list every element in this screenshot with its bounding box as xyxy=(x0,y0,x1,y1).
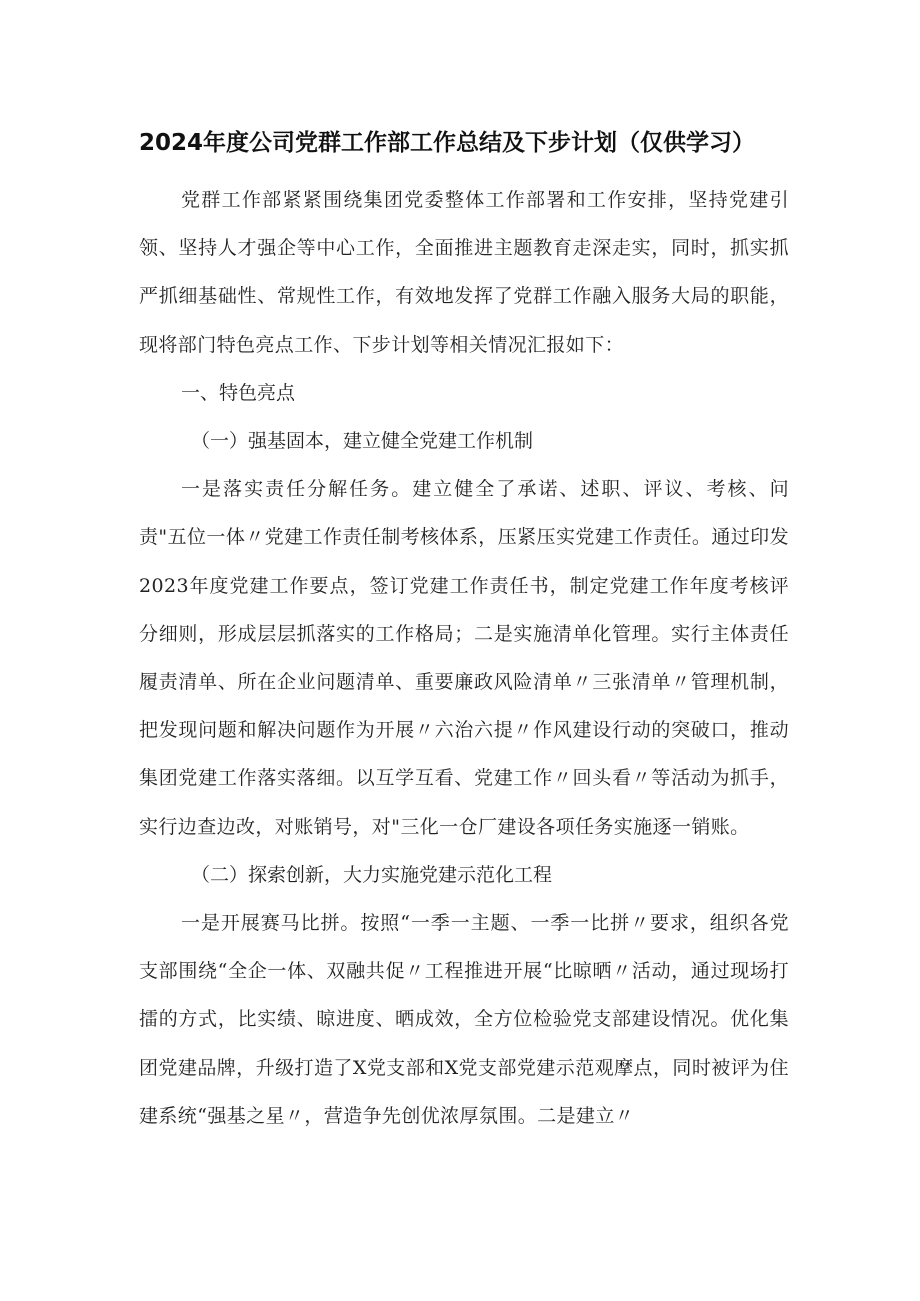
subsection-heading-2: （二）探索创新，大力实施党建示范化工程 xyxy=(191,863,553,886)
intro-paragraph: 党群工作部紧紧围绕集团党委整体工作部署和工作安排，坚持党建引领、坚持人才强企等中心工作，全面推进主题教育走深走实，同时，抓实抓严抓细基础性、常规性工作，有效地发挥了党群工作融入服务大局的职能，现将部门特色亮点工作、下步计划等相关情况汇报如下： xyxy=(139,189,789,356)
body-paragraph-2: 一是开展赛马比拼。按照“一季一主题、一季一比拼〃要求，组织各党支部围绕“全企一体、双融共促〃工程推进开展“比晾晒〃活动，通过现场打擂的方式，比实绩、晾进度、晒成效，全方位检验党支部建设情况。优化集团党建品牌，升级打造了X党支部和X党支部党建示范观摩点，同时被评为住建系统“强基之星〃，营造争先创优浓厚氛围。二是建立〃 xyxy=(139,912,789,1127)
document-body xyxy=(139,176,789,1140)
subsection-heading-1: （一）强基固本，建立健全党建工作机制 xyxy=(191,430,534,453)
body-paragraph-1: 一是落实责任分解任务。建立健全了承诺、述职、评议、考核、问责"五位一体〃党建工作责任制考核体系，压紧压实党建工作责任。通过印发2023年度党建工作要点，签订党建工作责任书，制定党建工作年度考核评分细则，形成层层抓落实的工作格局；二是实施清单化管理。实行主体责任履责清单、所在企业问题清单、重要廉政风险清单〃三张清单〃管理机制，把发现问题和解决问题作为开展〃六治六提〃作风建设行动的突破口，推动集团党建工作落实落细。以互学互看、党建工作〃回头看〃等活动为抓手，实行边查边改，对账销号，对"三化一仓厂建设各项任务实施逐一销账。 xyxy=(139,478,789,838)
section-heading-1: 一、特色亮点 xyxy=(181,381,296,404)
document-title: 2024年度公司党群工作部工作总结及下步计划（仅供学习） xyxy=(139,130,756,156)
